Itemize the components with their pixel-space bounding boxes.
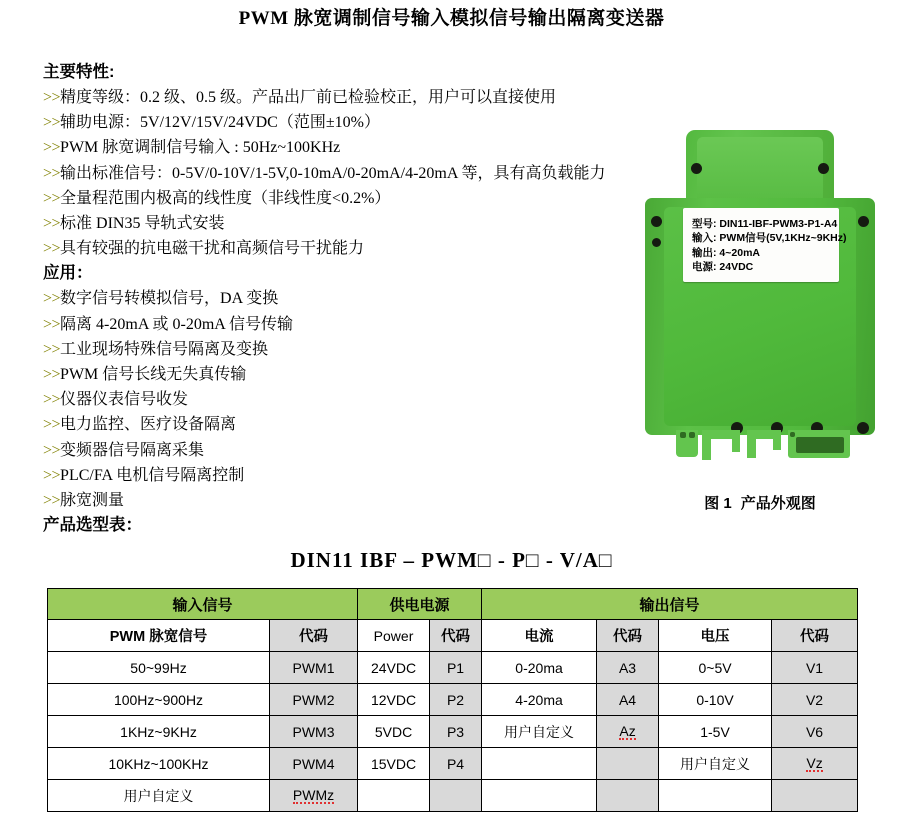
feature-item: >>全量程范围内极高的线性度（非线性度<0.2%） (43, 189, 391, 207)
din-rail-clip (672, 430, 850, 461)
selection-table (47, 588, 858, 812)
subheader-current: 电流 (482, 620, 597, 652)
bullet-prefix-icon: >> (43, 240, 61, 258)
cell-voltage-code (772, 780, 858, 812)
specs-column (43, 60, 653, 538)
device-top-housing (686, 130, 834, 206)
application-item: >>变频器信号隔离采集 (43, 441, 205, 459)
cell-power-code: P3 (430, 716, 482, 748)
cell-pwm-range: 10KHz~100KHz (48, 748, 270, 780)
cell-current: 4-20ma (482, 684, 597, 716)
cell-power: 24VDC (358, 652, 430, 684)
application-item: >>脉宽测量 (43, 492, 125, 510)
bullet-prefix-icon: >> (43, 366, 61, 384)
cell-power (358, 780, 430, 812)
feature-item: >>PWM 脉宽调制信号输入 : 50Hz~100KHz (43, 139, 341, 157)
cell-voltage-code: V2 (772, 684, 858, 716)
cell-voltage-code: Vz (772, 748, 858, 780)
bullet-prefix-icon: >> (43, 114, 61, 132)
bullet-prefix-icon: >> (43, 391, 61, 409)
bullet-prefix-icon: >> (43, 215, 61, 233)
group-header-input: 输入信号 (48, 589, 358, 620)
label-model-line (692, 217, 839, 231)
cell-pwm-code: PWM4 (270, 748, 358, 780)
device-top-inset (697, 137, 823, 206)
table-group-header-row (48, 589, 858, 620)
cell-voltage: 0~5V (659, 652, 772, 684)
cell-current (482, 780, 597, 812)
feature-item: >>标准 DIN35 导轨式安装 (43, 215, 225, 233)
page-title: PWM 脉宽调制信号输入模拟信号输出隔离变送器 (238, 8, 665, 29)
bullet-prefix-icon: >> (43, 164, 61, 182)
subheader-pwm-signal: PWM 脉宽信号 (48, 620, 270, 652)
screw-hole-icon (651, 216, 662, 227)
cell-power: 15VDC (358, 748, 430, 780)
cell-pwm-range: 50~99Hz (48, 652, 270, 684)
cell-current: 0-20ma (482, 652, 597, 684)
application-item: >>PLC/FA 电机信号隔离控制 (43, 466, 245, 484)
figure-caption (645, 492, 875, 513)
label-output-value: 4~20mA (719, 246, 760, 259)
label-input-line (692, 231, 847, 245)
table-row (48, 716, 858, 748)
features-heading: 主要特性: (43, 63, 115, 81)
cell-current-code: A3 (597, 652, 659, 684)
bullet-prefix-icon: >> (43, 139, 61, 157)
cell-voltage-code: V6 (772, 716, 858, 748)
cell-voltage: 用户自定义 (659, 748, 772, 780)
label-model-key: 型号: (692, 218, 717, 230)
screw-hole-icon (652, 238, 661, 247)
subheader-code-power: 代码 (430, 620, 482, 652)
cell-power-code: P2 (430, 684, 482, 716)
label-power-line (692, 260, 839, 274)
cell-current-code (597, 780, 659, 812)
screw-hole-icon (858, 216, 869, 227)
table-row (48, 780, 858, 812)
screw-hole-icon (691, 163, 702, 174)
application-item: >>数字信号转模拟信号，DA 变换 (43, 290, 279, 308)
cell-voltage: 0-10V (659, 684, 772, 716)
label-input-value: PWM信号(5V,1KHz~9KHz) (719, 232, 847, 245)
subheader-power: Power (358, 620, 430, 652)
cell-pwm-code: PWM1 (270, 652, 358, 684)
bullet-prefix-icon: >> (43, 340, 61, 358)
group-header-output: 输出信号 (482, 589, 858, 620)
cell-current-code (597, 748, 659, 780)
label-output-key: 输出: (692, 246, 717, 259)
bullet-prefix-icon: >> (43, 315, 61, 333)
cell-pwm-range: 100Hz~900Hz (48, 684, 270, 716)
figure-title: 产品外观图 (740, 495, 816, 512)
cell-power-code: P4 (430, 748, 482, 780)
subheader-code-input: 代码 (270, 620, 358, 652)
cell-pwm-code: PWM3 (270, 716, 358, 748)
cell-pwm-code: PWMz (270, 780, 358, 812)
application-item: >>仪器仪表信号收发 (43, 391, 189, 409)
bullet-prefix-icon: >> (43, 416, 61, 434)
label-power-value: 24VDC (719, 261, 754, 274)
label-output-line (692, 246, 839, 260)
subheader-voltage: 电压 (659, 620, 772, 652)
bullet-prefix-icon: >> (43, 290, 61, 308)
cell-power: 5VDC (358, 716, 430, 748)
feature-item: >>具有较强的抗电磁干扰和高频信号干扰能力 (43, 240, 365, 258)
cell-power-code: P1 (430, 652, 482, 684)
applications-heading: 应用： (43, 264, 93, 283)
bullet-prefix-icon: >> (43, 189, 61, 207)
cell-current-code: Az (597, 716, 659, 748)
bullet-prefix-icon: >> (43, 441, 61, 459)
bullet-prefix-icon: >> (43, 492, 61, 510)
table-row (48, 684, 858, 716)
label-model-value: DIN11-IBF-PWM3-P1-A4 (719, 218, 838, 230)
bullet-prefix-icon: >> (43, 89, 61, 106)
cell-pwm-code: PWM2 (270, 684, 358, 716)
cell-current (482, 748, 597, 780)
screw-hole-icon (818, 163, 829, 174)
cell-current: 用户自定义 (482, 716, 597, 748)
table-row (48, 652, 858, 684)
application-item: >>工业现场特殊信号隔离及变换 (43, 340, 269, 358)
subheader-code-current: 代码 (597, 620, 659, 652)
selection-table-heading: 产品选型表： (43, 516, 142, 535)
feature-item: >>输出标准信号：0-5V/0-10V/1-5V,0-10mA/0-20mA/4-20mA 等，具有高负载能力 (43, 164, 606, 182)
model-code-formula: DIN11 IBF – PWM□ - P□ - V/A□ (290, 548, 613, 572)
group-header-power: 供电电源 (358, 589, 482, 620)
label-input-key: 输入: (692, 232, 717, 245)
cell-current-code: A4 (597, 684, 659, 716)
cell-voltage (659, 780, 772, 812)
label-power-key: 电源: (692, 261, 717, 274)
application-item: >>电力监控、医疗设备隔离 (43, 416, 237, 434)
table-row (48, 748, 858, 780)
cell-pwm-range: 1KHz~9KHz (48, 716, 270, 748)
table-subheader-row (48, 620, 858, 652)
cell-voltage-code: V1 (772, 652, 858, 684)
application-item: >>隔离 4-20mA 或 0-20mA 信号传输 (43, 315, 293, 333)
cell-power-code (430, 780, 482, 812)
feature-item: >>精度等级：0.2 级、0.5 级。产品出厂前已检验校正，用户可以直接使用 (43, 89, 557, 106)
product-label (683, 208, 847, 282)
figure-number: 图 1 (704, 495, 732, 512)
subheader-code-voltage: 代码 (772, 620, 858, 652)
cell-pwm-range: 用户自定义 (48, 780, 270, 812)
product-photo (645, 130, 875, 530)
cell-power: 12VDC (358, 684, 430, 716)
cell-voltage: 1-5V (659, 716, 772, 748)
feature-item: >>辅助电源：5V/12V/15V/24VDC（范围±10%） (43, 114, 380, 132)
screw-hole-icon (857, 422, 869, 434)
application-item: >>PWM 信号长线无失真传输 (43, 366, 247, 384)
bullet-prefix-icon: >> (43, 466, 61, 484)
